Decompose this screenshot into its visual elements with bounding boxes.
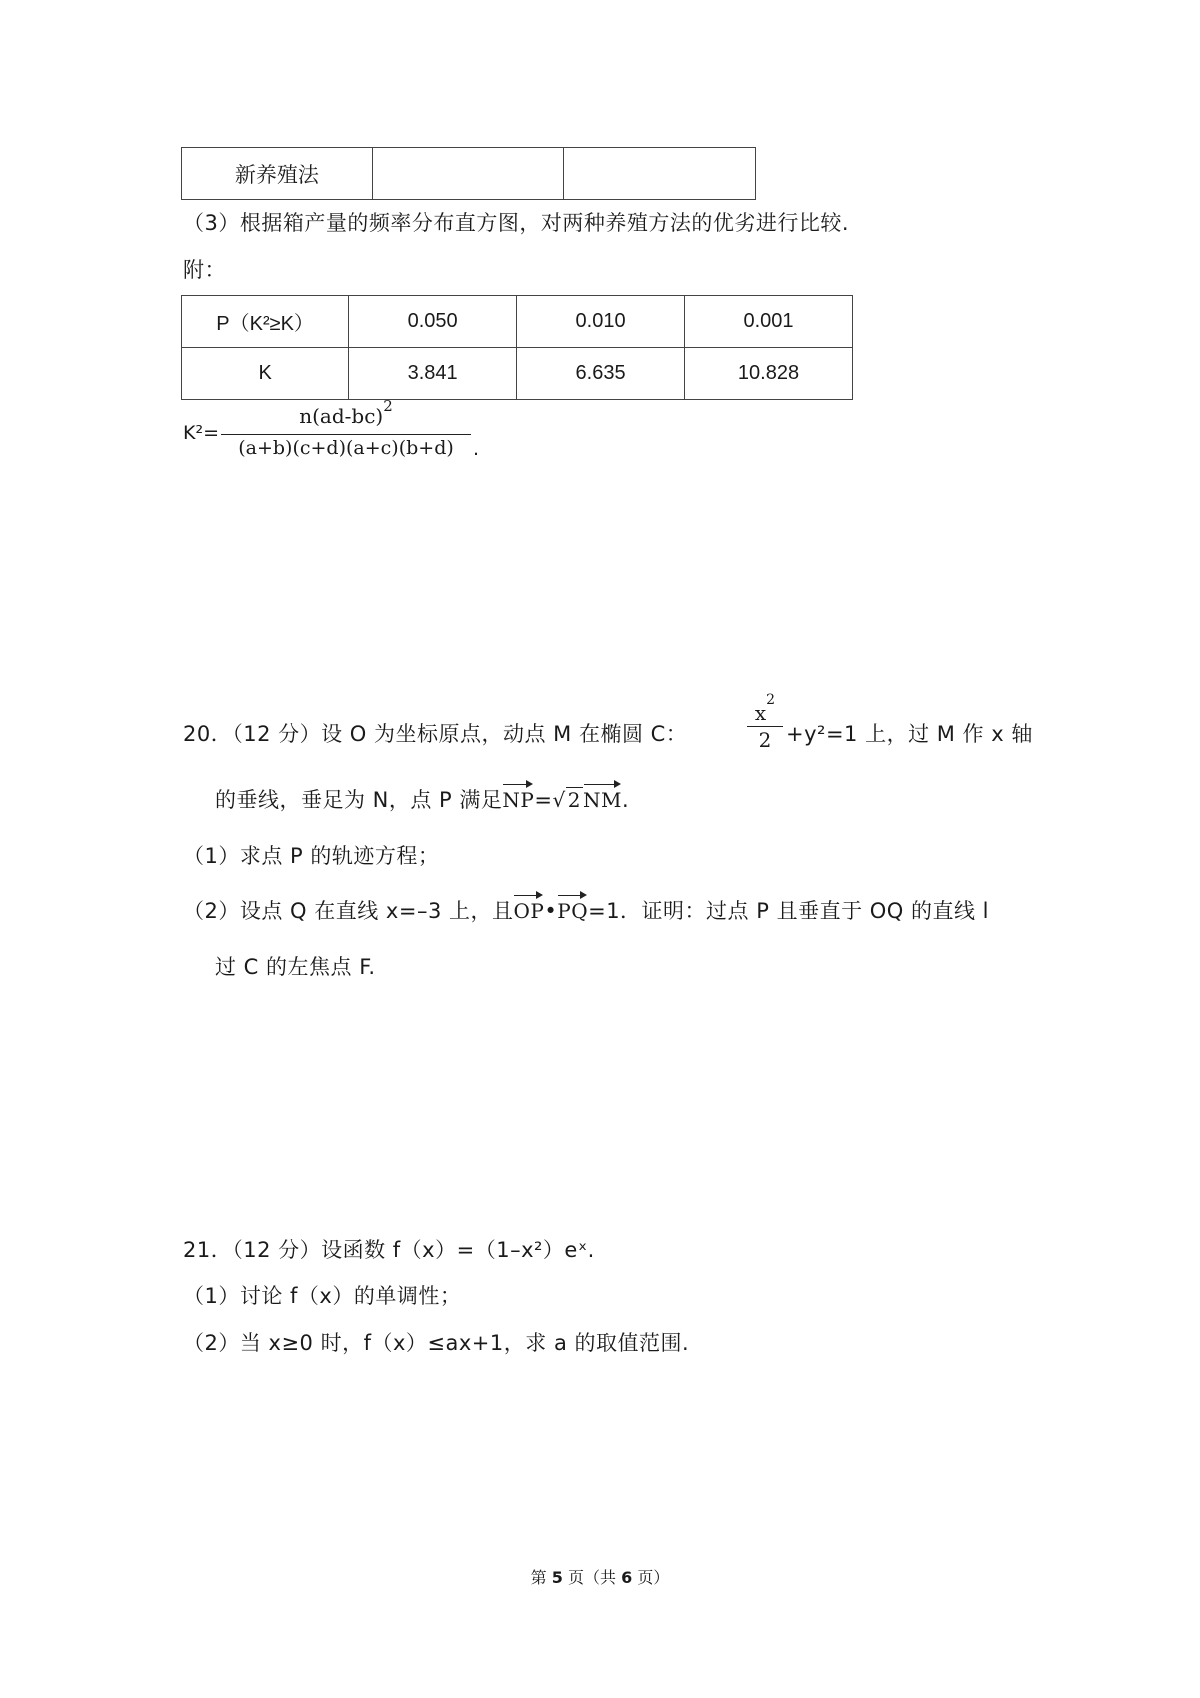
period: . xyxy=(621,788,630,812)
fraction-bar xyxy=(221,434,471,435)
q20-part2-post: =1．证明：过点 P 且垂直于 OQ 的直线 l xyxy=(588,899,989,923)
vector-pq: PQ xyxy=(557,899,589,923)
numerator-text: n(ad-bc) xyxy=(299,404,384,428)
question-20-part-1: （1）求点 P 的轨迹方程； xyxy=(183,844,440,868)
question-21-part-2: （2）当 x≥0 时，f（x）≤ax+1，求 a 的取值范围. xyxy=(183,1331,690,1355)
table-row xyxy=(182,348,853,400)
question-19-part-3: （3）根据箱产量的频率分布直方图，对两种养殖方法的优劣进行比较. xyxy=(183,211,850,235)
chi-square-critical-value-table xyxy=(181,295,853,400)
numerator-x: x xyxy=(754,701,767,725)
table-cell: 3.841 xyxy=(349,348,517,400)
question-21: 21．（12 分）设函数 f（x）=（1–x²）eˣ. xyxy=(183,1238,595,1262)
table-cell: 0.001 xyxy=(685,296,853,348)
vector-op: OP xyxy=(513,899,545,923)
formula-numerator xyxy=(221,397,471,428)
footer-mid: 页（共 xyxy=(562,1568,622,1587)
question-21-part-1: （1）讨论 f（x）的单调性； xyxy=(183,1284,462,1308)
page-number: 5 xyxy=(551,1568,563,1587)
footer-pre: 第 xyxy=(530,1568,552,1587)
table-cell xyxy=(564,148,756,200)
table-cell: 0.050 xyxy=(349,296,517,348)
vector-np: NP xyxy=(502,788,535,812)
q20-part2-text: （2）设点 Q 在直线 x=–3 上，且 xyxy=(183,899,514,923)
sqrt-value: 2 xyxy=(567,788,581,812)
dot-product: • xyxy=(544,899,558,923)
table-header-cell: P（K²≥K） xyxy=(182,296,349,348)
formula-denominator: (a+b)(c+d)(a+c)(b+d) xyxy=(238,437,454,459)
table-cell xyxy=(372,148,564,200)
q20-after-fraction: +y²=1 上，过 M 作 x 轴 xyxy=(786,722,1033,746)
equals-sign: = xyxy=(534,788,553,812)
formula-period: . xyxy=(473,438,480,460)
sqrt-two: √ 2 xyxy=(552,788,581,812)
fraction-denominator: 2 xyxy=(758,728,772,752)
table-header-cell: K xyxy=(182,348,349,400)
numerator-exponent: 2 xyxy=(766,692,776,709)
q20-line2-text: 的垂线，垂足为 N，点 P 满足 xyxy=(215,788,503,812)
question-20-line-1 xyxy=(183,720,687,748)
vector-nm: NM xyxy=(582,788,622,812)
table-cell: 6.635 xyxy=(517,348,685,400)
q20-head: 20．（12 分）设 O 为坐标原点，动点 M 在椭圆 C： xyxy=(183,722,688,746)
yield-table-continuation xyxy=(181,147,756,200)
table-row xyxy=(182,296,853,348)
formula-lhs: K²= xyxy=(183,422,219,444)
question-20-part-2 xyxy=(183,897,989,925)
table-row xyxy=(182,148,756,200)
ellipse-fraction xyxy=(747,692,783,753)
page-footer xyxy=(0,1565,1200,1588)
numerator-exponent: 2 xyxy=(383,397,393,416)
footer-post: 页） xyxy=(632,1568,670,1587)
page-total: 6 xyxy=(621,1568,633,1587)
table-cell-method: 新养殖法 xyxy=(182,148,373,200)
question-20-part-2-line-2: 过 C 的左焦点 F. xyxy=(215,955,376,979)
appendix-label: 附： xyxy=(183,258,226,282)
table-cell: 0.010 xyxy=(517,296,685,348)
question-20-line-2 xyxy=(215,786,629,814)
fraction-numerator xyxy=(747,692,783,727)
table-cell: 10.828 xyxy=(685,348,853,400)
